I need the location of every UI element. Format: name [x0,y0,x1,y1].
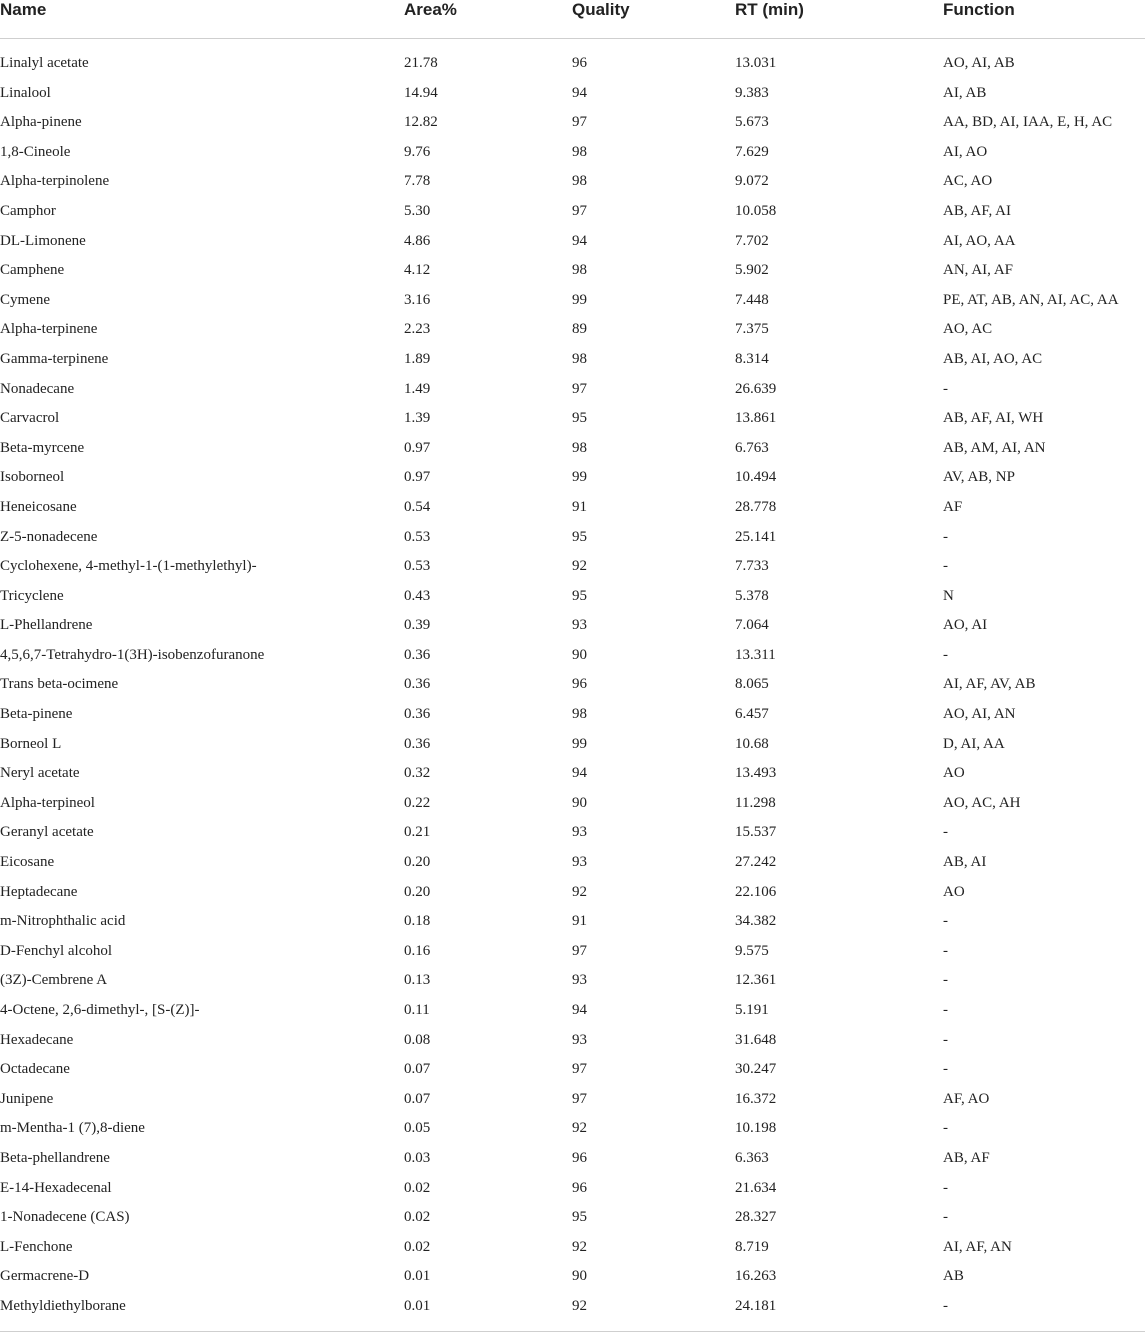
table-row [0,434,1145,464]
cell-function: - [943,1061,948,1078]
cell-name: L-Phellandrene [0,617,93,634]
cell-area: 5.30 [404,202,431,219]
cell-quality: 92 [572,1120,587,1137]
table-row [0,966,1145,996]
cell-rt: 27.242 [735,854,777,871]
cell-area: 0.11 [404,1002,430,1018]
table-row [0,818,1145,848]
cell-name: Beta-myrcene [0,439,85,456]
table-row [0,79,1145,109]
header-function: Function [943,0,1015,19]
table-row [0,108,1145,138]
cell-area: 0.36 [404,735,431,752]
cell-area: 0.03 [404,1149,431,1166]
table-row [0,759,1145,789]
table-row [0,1174,1145,1204]
table-row [0,375,1145,405]
table-row [0,138,1145,168]
cell-quality: 97 [572,202,587,219]
cell-function: AI, AB [943,84,987,101]
cell-rt: 10.198 [735,1120,777,1137]
table-row [0,1203,1145,1233]
cell-name: Geranyl acetate [0,824,94,841]
cell-rt: 13.311 [735,646,776,663]
cell-name: Alpha-terpineol [0,794,95,811]
cell-rt: 5.673 [735,114,769,131]
cell-function: - [943,1179,948,1196]
table-row [0,463,1145,493]
cell-quality: 95 [572,1209,587,1226]
header-name: Name [0,0,47,19]
table-bottom-rule [0,1331,1145,1332]
cell-rt: 13.031 [735,55,777,71]
table-row [0,670,1145,700]
cell-area: 0.32 [404,765,431,782]
cell-quality: 94 [572,1002,587,1018]
cell-area: 0.07 [404,1061,431,1078]
cell-quality: 93 [572,1031,587,1048]
cell-rt: 7.733 [735,558,769,575]
cell-quality: 96 [572,676,587,693]
cell-name: Linalyl acetate [0,55,89,71]
cell-rt: 12.361 [735,972,777,989]
cell-quality: 92 [572,883,587,900]
table-row [0,197,1145,227]
cell-quality: 92 [572,1238,587,1255]
cell-rt: 16.372 [735,1090,777,1107]
table-row [0,1114,1145,1144]
cell-function: - [943,380,948,397]
cell-quality: 94 [572,84,587,101]
cell-rt: 6.457 [735,706,769,723]
cell-name: Alpha-terpinene [0,321,98,338]
cell-rt: 9.575 [735,942,769,959]
cell-function: AB [943,1268,964,1285]
cell-rt: 16.263 [735,1268,777,1285]
cell-name: Carvacrol [0,410,60,427]
cell-function: AO [943,883,965,900]
cell-rt: 10.058 [735,202,777,219]
cell-function: - [943,646,948,663]
cell-quality: 97 [572,1061,587,1078]
cell-function: AB, AI, AO, AC [943,350,1043,367]
cell-rt: 22.106 [735,883,777,900]
cell-rt: 28.327 [735,1209,777,1226]
table-row [0,878,1145,908]
table-row [0,582,1145,612]
cell-function: - [943,1031,948,1048]
cell-function: - [943,824,948,841]
cell-quality: 95 [572,410,587,427]
cell-quality: 97 [572,1090,587,1107]
cell-name: Heneicosane [0,498,77,515]
cell-area: 0.36 [404,706,431,723]
cell-name: Germacrene-D [0,1268,90,1285]
cell-rt: 13.493 [735,765,777,782]
header-rt: RT (min) [735,0,804,19]
cell-name: Camphene [0,262,65,279]
cell-function: AI, AO, AA [943,232,1016,249]
cell-quality: 95 [572,528,587,545]
cell-function: AB, AF [943,1149,990,1166]
cell-area: 0.39 [404,617,431,634]
cell-quality: 98 [572,143,587,160]
cell-rt: 28.778 [735,498,777,515]
cell-area: 0.21 [404,824,431,841]
cell-area: 0.08 [404,1031,431,1048]
table-row [0,227,1145,257]
cell-area: 0.18 [404,913,431,930]
cell-function: - [943,528,948,545]
table-row [0,345,1145,375]
table-row [0,404,1145,434]
cell-function: N [943,587,954,604]
table-row [0,1026,1145,1056]
cell-name: Z-5-nonadecene [0,528,98,545]
table-row [0,167,1145,197]
cell-quality: 98 [572,350,587,367]
cell-name: DL-Limonene [0,232,86,249]
table-row [0,493,1145,523]
cell-quality: 94 [572,765,587,782]
table-row [0,1144,1145,1174]
cell-rt: 15.537 [735,824,777,841]
cell-area: 9.76 [404,143,431,160]
cell-function: AB, AF, AI [943,202,1011,219]
header-area: Area% [404,0,457,19]
cell-quality: 92 [572,1297,587,1314]
cell-name: Cyclohexene, 4-methyl-1-(1-methylethyl)- [0,558,257,575]
cell-area: 1.49 [404,380,431,397]
table-row [0,1085,1145,1115]
cell-rt: 5.902 [735,262,769,279]
cell-rt: 31.648 [735,1031,777,1048]
cell-name: Tricyclene [0,587,64,604]
table-header-row [0,0,1145,39]
cell-function: AC, AO [943,173,993,190]
cell-rt: 5.191 [735,1002,769,1018]
cell-name: D-Fenchyl alcohol [0,942,113,959]
cell-function: AI, AF, AV, AB [943,676,1036,693]
cell-function: - [943,1120,948,1137]
cell-rt: 7.375 [735,321,769,338]
cell-area: 0.07 [404,1090,431,1107]
cell-rt: 25.141 [735,528,777,545]
cell-function: - [943,1297,948,1314]
cell-quality: 99 [572,291,587,308]
cell-quality: 96 [572,55,587,71]
cell-name: 4-Octene, 2,6-dimethyl-, [S-(Z)]- [0,1002,200,1018]
cell-quality: 92 [572,558,587,575]
cell-rt: 24.181 [735,1297,777,1314]
cell-area: 0.22 [404,794,431,811]
cell-quality: 91 [572,498,587,515]
table-row [0,1262,1145,1292]
cell-area: 0.36 [404,676,431,693]
header-quality: Quality [572,0,630,19]
table-row [0,49,1145,79]
cell-quality: 90 [572,1268,587,1285]
cell-area: 0.43 [404,587,431,604]
table-row [0,730,1145,760]
cell-rt: 9.383 [735,84,769,101]
cell-rt: 7.629 [735,143,769,160]
cell-quality: 89 [572,321,587,338]
cell-function: AA, BD, AI, IAA, E, H, AC [943,114,1113,131]
cell-name: Neryl acetate [0,765,80,782]
cell-name: 1-Nonadecene (CAS) [0,1209,130,1226]
cell-quality: 91 [572,913,587,930]
cell-name: Nonadecane [0,380,75,397]
cell-name: Hexadecane [0,1031,74,1048]
table-row [0,1292,1145,1322]
cell-area: 7.78 [404,173,431,190]
cell-function: AB, AI [943,854,987,871]
cell-rt: 9.072 [735,173,769,190]
cell-quality: 96 [572,1179,587,1196]
table-row [0,789,1145,819]
cell-rt: 30.247 [735,1061,777,1078]
cell-name: Beta-pinene [0,706,73,723]
cell-area: 12.82 [404,114,438,131]
cell-name: E-14-Hexadecenal [0,1179,112,1196]
cell-function: AN, AI, AF [943,262,1014,279]
cell-function: - [943,1209,948,1226]
cell-name: Octadecane [0,1061,70,1078]
cell-area: 0.13 [404,972,431,989]
table-body [0,49,1145,1322]
cell-function: - [943,1002,948,1018]
cell-rt: 6.763 [735,439,769,456]
cell-area: 0.02 [404,1179,431,1196]
table-row [0,523,1145,553]
cell-quality: 93 [572,854,587,871]
cell-function: - [943,972,948,989]
table-row [0,907,1145,937]
cell-rt: 13.861 [735,410,777,427]
cell-quality: 98 [572,173,587,190]
cell-function: AI, AF, AN [943,1238,1012,1255]
cell-name: Methyldiethylborane [0,1297,126,1314]
cell-function: PE, AT, AB, AN, AI, AC, AA [943,291,1119,308]
table-row [0,1233,1145,1263]
table-row [0,700,1145,730]
cell-name: Alpha-pinene [0,114,82,131]
table-row [0,315,1145,345]
table-row [0,937,1145,967]
cell-name: Junipene [0,1090,54,1107]
table-row [0,848,1145,878]
cell-rt: 34.382 [735,913,777,930]
cell-quality: 96 [572,1149,587,1166]
cell-rt: 7.702 [735,232,769,249]
cell-function: AF, AO [943,1090,990,1107]
cell-rt: 10.68 [735,735,769,752]
cell-function: AO, AI [943,617,988,634]
cell-area: 0.97 [404,439,431,456]
cell-name: Beta-phellandrene [0,1149,110,1166]
cell-quality: 95 [572,587,587,604]
cell-rt: 8.314 [735,350,769,367]
table-row [0,286,1145,316]
cell-name: Isoborneol [0,469,65,486]
cell-function: AV, AB, NP [943,469,1015,486]
table-row [0,552,1145,582]
cell-rt: 10.494 [735,469,777,486]
cell-area: 4.12 [404,262,431,279]
cell-function: AO, AI, AN [943,706,1016,723]
table-row [0,996,1145,1026]
cell-function: D, AI, AA [943,735,1005,752]
cell-function: AI, AO [943,143,988,160]
cell-name: Gamma-terpinene [0,350,109,367]
cell-function: AO [943,765,965,782]
cell-rt: 11.298 [735,794,776,811]
cell-area: 0.54 [404,498,431,515]
cell-quality: 90 [572,646,587,663]
cell-area: 3.16 [404,291,431,308]
cell-rt: 21.634 [735,1179,777,1196]
cell-area: 0.02 [404,1238,431,1255]
cell-area: 4.86 [404,232,431,249]
cell-area: 0.01 [404,1297,431,1314]
cell-name: m-Mentha-1 (7),8-diene [0,1120,145,1137]
cell-area: 1.39 [404,410,431,427]
cell-name: Heptadecane [0,883,78,900]
cell-function: AO, AI, AB [943,55,1015,71]
cell-rt: 7.448 [735,291,769,308]
cell-name: Trans beta-ocimene [0,676,119,693]
cell-area: 21.78 [404,55,438,71]
cell-rt: 6.363 [735,1149,769,1166]
cell-quality: 93 [572,824,587,841]
cell-function: - [943,558,948,575]
cell-function: - [943,942,948,959]
cell-area: 0.53 [404,528,431,545]
cell-rt: 7.064 [735,617,769,634]
cell-quality: 93 [572,617,587,634]
cell-quality: 97 [572,942,587,959]
cell-name: Eicosane [0,854,55,871]
cell-rt: 8.065 [735,676,769,693]
cell-function: AB, AF, AI, WH [943,410,1044,427]
cell-area: 14.94 [404,84,438,101]
cell-quality: 98 [572,706,587,723]
cell-name: Linalool [0,84,51,101]
cell-quality: 93 [572,972,587,989]
table-row [0,611,1145,641]
table-row [0,641,1145,671]
cell-function: - [943,913,948,930]
cell-area: 0.16 [404,942,431,959]
cell-quality: 98 [572,439,587,456]
cell-area: 0.05 [404,1120,431,1137]
cell-area: 0.36 [404,646,431,663]
cell-rt: 8.719 [735,1238,769,1255]
cell-area: 0.20 [404,854,431,871]
cell-area: 2.23 [404,321,431,338]
cell-area: 0.53 [404,558,431,575]
cell-name: m-Nitrophthalic acid [0,913,126,930]
cell-quality: 98 [572,262,587,279]
table-row [0,1055,1145,1085]
cell-function: AF [943,498,963,515]
cell-rt: 26.639 [735,380,777,397]
cell-quality: 97 [572,114,587,131]
cell-quality: 90 [572,794,587,811]
cell-name: Cymene [0,291,50,308]
cell-area: 0.01 [404,1268,431,1285]
cell-quality: 99 [572,735,587,752]
cell-quality: 99 [572,469,587,486]
cell-area: 1.89 [404,350,431,367]
cell-name: Borneol L [0,735,62,752]
cell-name: Alpha-terpinolene [0,173,110,190]
cell-quality: 97 [572,380,587,397]
cell-function: AO, AC, AH [943,794,1021,811]
cell-rt: 5.378 [735,587,769,604]
cell-name: 4,5,6,7-Tetrahydro-1(3H)-isobenzofuranone [0,646,265,663]
cell-function: AB, AM, AI, AN [943,439,1046,456]
cell-name: 1,8-Cineole [0,143,71,160]
cell-name: L-Fenchone [0,1238,73,1255]
cell-name: Camphor [0,202,56,219]
cell-area: 0.97 [404,469,431,486]
cell-area: 0.02 [404,1209,431,1226]
cell-area: 0.20 [404,883,431,900]
cell-quality: 94 [572,232,587,249]
table-row [0,256,1145,286]
cell-function: AO, AC [943,321,993,338]
cell-name: (3Z)-Cembrene A [0,972,108,989]
